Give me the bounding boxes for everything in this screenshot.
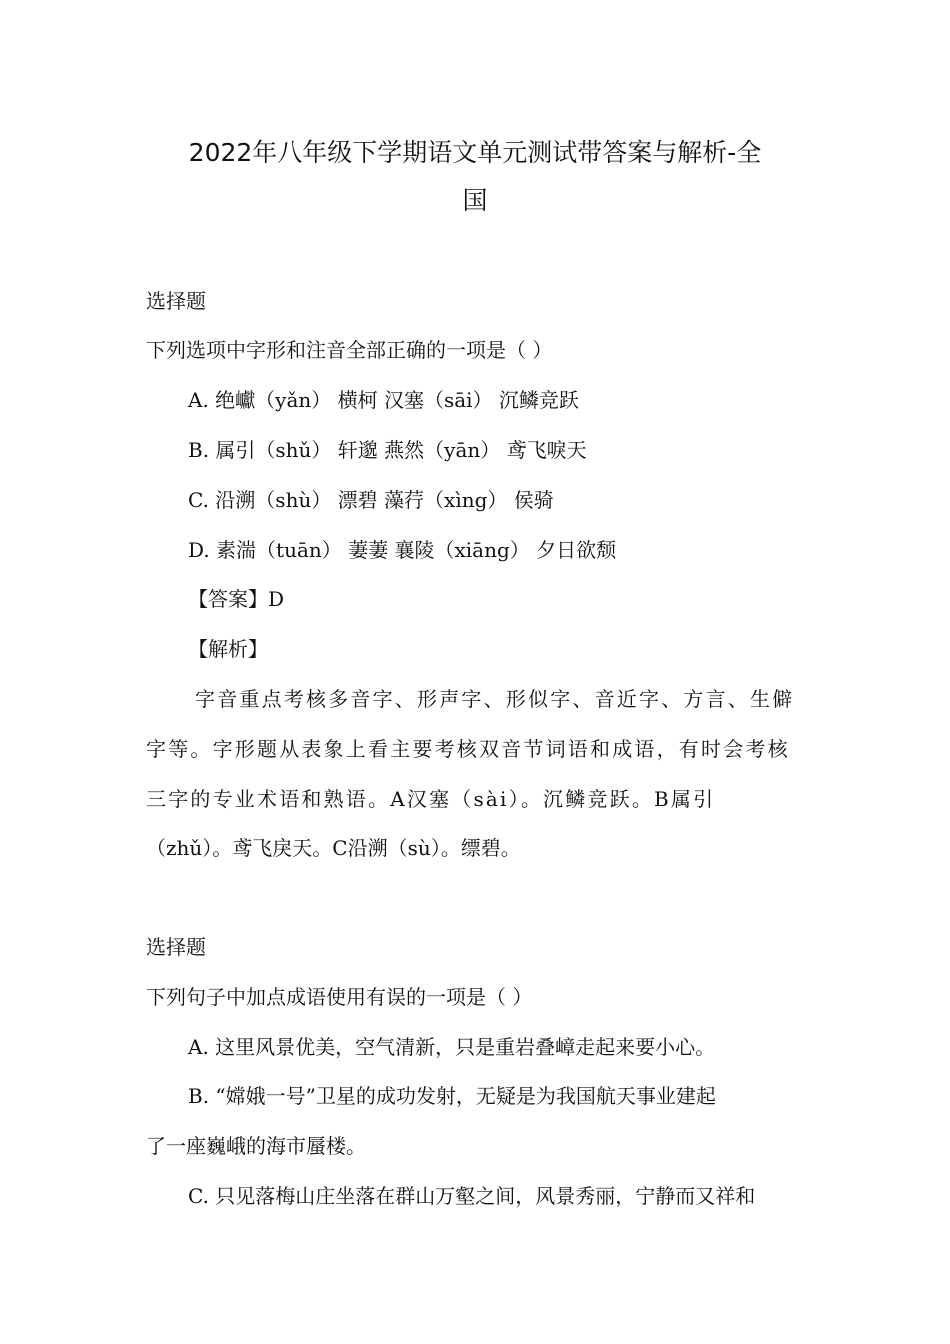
question-stem: 下列句子中加点成语使用有误的一项是（ ） [146,985,533,1009]
question-type-label: 选择题 [146,289,206,313]
analysis-line-1: 字音重点考核多音字、形声字、形似字、音近字、方言、生僻 [195,687,795,711]
question-stem: 下列选项中字形和注音全部正确的一项是（ ） [146,338,553,362]
option-b-line-2: 了一座巍峨的海市蜃楼。 [146,1134,366,1158]
analysis-line-4: （zhǔ）。鸢飞戾天。C沿溯（sù）。缥碧。 [146,836,521,860]
question-type-label: 选择题 [146,935,206,959]
analysis-line-2: 字等。字形题从表象上看主要考核双音节词语和成语，有时会考核 [146,737,790,761]
option-d: D. 素湍（tuān） 萋萋 襄陵（xiāng） 夕日欲颓 [188,538,617,562]
option-c: C. 沿溯（shù） 漂碧 藻荇（xìng） 侯骑 [188,488,554,512]
option-a: A. 这里风景优美，空气清新，只是重岩叠嶂走起来要小心。 [188,1035,716,1059]
option-a: A. 绝巘（yǎn） 横柯 汉塞（sāi） 沉鳞竞跃 [188,388,579,412]
option-b: B. 属引（shǔ） 轩邈 燕然（yān） 鸢飞唳天 [188,438,587,462]
document-title-line-2: 国 [462,186,488,215]
answer-label: 【答案】D [188,587,285,611]
document-title-line-1: 2022年八年级下学期语文单元测试带答案与解析-全 [188,138,762,167]
option-c-line-1: C. 只见落梅山庄坐落在群山万壑之间，风景秀丽，宁静而又祥和 [188,1184,756,1208]
option-b-line-1: B. “嫦娥一号”卫星的成功发射，无疑是为我国航天事业建起 [188,1084,716,1108]
analysis-label: 【解析】 [188,637,268,661]
analysis-line-3: 三字的专业术语和熟语。A汉塞（sài）。沉鳞竞跃。B属引 [146,787,716,811]
